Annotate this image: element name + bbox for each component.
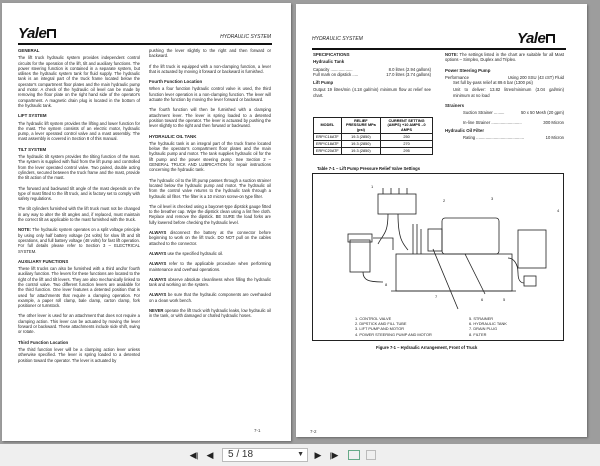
yale-logo bbox=[18, 25, 56, 42]
paragraph: The third function lever will be a clamping action lever unless otherwise specified. The lever is spring loaded to a detented position toward the operator. The lever is actuated by bbox=[18, 346, 140, 363]
cell: ERP/C16ATF bbox=[314, 134, 342, 141]
yale-logo bbox=[517, 30, 555, 47]
control-valve-shape bbox=[378, 194, 416, 214]
paragraph: These lift trucks can also be furnished with a third and/or fourth auxiliary function. The levers for these functions are located to the right of the lift and tilt levers. They are also mechanically linked to the control valve. Two different function levers are available for the third function. One lever features a detented position that is used for attachments that require a clamping operation. For example, a paper roll clamp, bale clamp, carton clamp, fork positioner or turnstock. bbox=[18, 266, 140, 309]
next-page-icon[interactable]: ▶ bbox=[314, 450, 322, 460]
paragraph: The other lever is used for an attachment that does not require a clamping action. This lever can be actuated by moving the lever forward or backward. These attachments include side shift, swing or rotate. bbox=[18, 313, 140, 335]
steering-pump-shape bbox=[518, 230, 546, 268]
callout-1: 1 bbox=[371, 184, 374, 189]
col-header: RELIEF PRESSURE MPa (psi) bbox=[341, 118, 380, 134]
label: Rating ......................................... bbox=[463, 135, 524, 141]
pdf-navigation-toolbar bbox=[0, 444, 600, 466]
label: In-line Strainer .......................... bbox=[463, 119, 522, 125]
label: Suction Strainer ......... bbox=[463, 110, 505, 116]
paragraph: If the lift truck is equipped with a non-clamping function, a lever that is actuated by moving it forward or backward is furnished. bbox=[149, 63, 271, 74]
specs-column bbox=[313, 52, 431, 103]
filter-title: Hydraulic Oil Filter bbox=[445, 127, 485, 133]
ps-title: Power Steering Pump bbox=[445, 67, 491, 73]
page-indicator-text: 5 / 18 bbox=[228, 449, 254, 460]
section-heading: GENERAL bbox=[18, 48, 40, 53]
callout-8: 8 bbox=[385, 282, 388, 287]
hydraulic-tank-shape bbox=[396, 254, 512, 291]
fullmark-row bbox=[313, 72, 431, 77]
first-page-icon[interactable]: ◀​| bbox=[189, 450, 199, 460]
paragraph: The lift truck hydraulic system provides independent control circuits for the operation of the lift, tilt and auxiliary functions. The power steering function is contained in a separate system, but utilises the hydraulic system tank for fluid supply. The hydraulic tank is an integral part of the truck frame located below the operator's compartment floor plates and the main hydraulic pump and motor. A check of the hydraulic oil level can be made by removing the floor plate on the right hand side of the operator's compartment. A magnetic drain plug is located in the bottom of the hydraulic tank. bbox=[18, 55, 140, 108]
callout-7: 7 bbox=[435, 294, 438, 299]
tank-title: Hydraulic Tank bbox=[313, 59, 345, 65]
header-rule bbox=[18, 43, 272, 45]
paragraph: ALWAYS observe absolute cleanliness when filling the hydraulic tank and working on the system. bbox=[149, 276, 271, 288]
cell: ERP/C18ATF bbox=[314, 141, 342, 148]
paragraph: The tilt cylinders furnished with the lift truck must not be changed in any way to alter the tilt angles and, if replaced, must maintain the correct tilt as applicable to the mast furnished with the truck. bbox=[18, 206, 140, 223]
paragraph: The forward and backward tilt angle of the mast depends on the type of mast fitted to the lift truck, and is factory set to comply with safety regulations. bbox=[18, 185, 140, 202]
section-heading: HYDRAULIC OIL TANK bbox=[149, 133, 197, 139]
chevron-down-icon[interactable]: ▼ bbox=[297, 451, 304, 458]
value: 300 Micron bbox=[543, 119, 564, 125]
cell: 19.3 (2850) bbox=[341, 134, 380, 141]
legend-left bbox=[355, 316, 432, 337]
figure-caption: Figure 7-1 – Hydraulic Arrangement, Front of Truck bbox=[376, 345, 478, 350]
logo-text: Yale bbox=[18, 25, 47, 42]
legend-item: 8. FILTER bbox=[469, 331, 487, 337]
paragraph: The hydraulic oil to the lift pump passes through a suction strainer located below the hydraulic pump and motor. The hydraulic oil from the control valve returns to the hydraulic tank through a hydraulic oil filter. The filter is a 10 micron screw-on type filter. bbox=[149, 177, 271, 199]
paragraph: NEVER operate the lift truck with hydraulic leaks, low hydraulic oil in the tank, or with damaged or chafed hydraulic hoses. bbox=[149, 307, 271, 319]
logo-text: Yale bbox=[517, 30, 546, 47]
liftpump-title: Lift Pump bbox=[313, 80, 334, 86]
relief-valve-table bbox=[313, 117, 433, 155]
cell: 270 bbox=[381, 141, 433, 148]
callout-4: 4 bbox=[557, 208, 560, 213]
paragraph: The hydraulic lift system provides the lifting and lower function for the mast. The system consists of an electric motor, hydraulic pump, a lever operated control valve and a mast assembly. The mast assembly is covered in Section 8 of this manual. bbox=[18, 120, 140, 142]
page-number-input[interactable] bbox=[222, 448, 308, 462]
paragraph: ALWAYS disconnect the battery at the connector before beginning to work on the lift truck. DO NOT pull on the cables attached to the connector. bbox=[149, 230, 271, 246]
suction-row bbox=[445, 110, 564, 115]
callout-3: 3 bbox=[491, 196, 494, 201]
legend-item: 1. CONTROL VALVE bbox=[355, 316, 392, 321]
prev-page-icon[interactable]: ◀ bbox=[206, 450, 214, 460]
paragraph: The hydraulic tank is an integral part of the truck frame located below the operator's compartment floor plates and the main hydraulic pump and motor. The tank supplies hydraulic oil for the lift pump and the power steering pump. See Section 2 – GENERAL TRUCK AND LUBRICATION for repair instructions concerning the hydraulic tank. bbox=[149, 140, 271, 173]
specs-title: SPECIFICATIONS bbox=[313, 52, 350, 57]
label: Performance bbox=[445, 74, 469, 80]
table-row bbox=[314, 141, 433, 148]
label: Full mark on dipstick ..... bbox=[313, 71, 359, 77]
specs-column-2 bbox=[445, 52, 564, 141]
section-header: HYDRAULIC SYSTEM bbox=[312, 36, 363, 42]
section-heading: Third Function Location bbox=[18, 339, 69, 345]
paragraph: ALWAYS be sure that the hydraulic components are overhauled on a clean work bench. bbox=[149, 292, 271, 303]
cell: 295 bbox=[381, 148, 433, 155]
cell: 19.3 (2850) bbox=[341, 148, 380, 155]
last-page-icon[interactable]: |▶ bbox=[329, 450, 339, 460]
inline-row bbox=[445, 120, 564, 125]
hydraulic-diagram bbox=[313, 174, 565, 342]
paragraph: The oil level is checked using a bayonet-type dipstick gauge fitted to the breather cap. Wipe the dipstick clean using a lint free cloth. Replace and remove the dipstick. BE SURE the load forks are fully lowered before checking the hydraulic level. bbox=[149, 203, 271, 225]
section-heading: Fourth Function Location bbox=[149, 79, 203, 85]
section-heading: LIFT SYSTEM bbox=[18, 113, 47, 119]
ps-line-2: Unit to deliver: 13.82 litres/minimum (3.04 gal/min) minimum at no load bbox=[453, 87, 564, 98]
value: 50 x 50 Mesh (20 gpm) bbox=[520, 110, 564, 116]
table-row bbox=[314, 134, 433, 141]
col-header: MODEL bbox=[314, 118, 342, 134]
header-rule bbox=[312, 48, 566, 50]
paragraph: ALWAYS refer to the applicable procedure when performing maintenance and overhaul operations. bbox=[149, 261, 271, 272]
note-text: NOTE: The settings listed in the chart are suitable for all Mast options – Simplex, Duplex and Triplex. bbox=[445, 52, 564, 63]
callout-2: 2 bbox=[443, 198, 446, 203]
rating-row bbox=[445, 135, 564, 140]
value: 8.0 litres (2.94 gallons) bbox=[388, 66, 431, 72]
cell: 19.3 (2850) bbox=[341, 141, 380, 148]
value: 10 Micron bbox=[545, 135, 564, 141]
liftpump-text: Output 19 litres/min (4.18 gal/min) minimum flow at relief see chart. bbox=[313, 87, 431, 98]
section-heading: TILT SYSTEM bbox=[18, 146, 47, 152]
cell: 250 bbox=[381, 134, 433, 141]
legend-item: 7. DRAIN PLUG bbox=[469, 326, 498, 332]
pump-motor-shape bbox=[442, 218, 499, 254]
legend-item: 6. HYDRAULIC TANK bbox=[469, 321, 507, 327]
legend-item: 3. LIFT PUMP AND MOTOR bbox=[355, 326, 405, 332]
ps-line-1: Set full by-pass relief at 89.6 bar (1300 psi) bbox=[453, 80, 533, 86]
paragraph: pushing the lever slightly to the right and then forward or backward. bbox=[149, 48, 271, 59]
col-header: CURRENT SETTING (AMPS) +10 AMPS –0 AMPS bbox=[381, 118, 433, 134]
table-header bbox=[314, 118, 433, 134]
left-column-2 bbox=[149, 48, 271, 324]
value: Using 200 SSU (43 cST) Fluid bbox=[507, 74, 564, 80]
cell: ERP/C20ATF bbox=[314, 148, 342, 155]
paragraph: NOTE: The hydraulic system operates on a split voltage principle by using only half battery voltage (24 volts) for slow lift and tilt operations, and full battery voltage (48 volts) for fast lift operation. For full details please refer to Section 3 – ELECTRICAL SYSTEM. bbox=[18, 227, 140, 254]
legend-item: 5. STRAINER bbox=[469, 316, 493, 321]
paragraph: ALWAYS use the specified hydraulic oil. bbox=[149, 250, 224, 256]
single-page-icon[interactable] bbox=[366, 450, 376, 460]
legend-item: 2. DIPSTICK AND FILL TUBE bbox=[355, 321, 407, 327]
value: 17.0 litres (3.74 gallons) bbox=[386, 71, 431, 77]
table-caption: Table 7-1 – Lift Pump Pressure Relief Valve Settings bbox=[317, 166, 421, 171]
hydraulic-arrangement-figure bbox=[312, 173, 564, 341]
left-pdf-page bbox=[2, 3, 291, 441]
paragraph: The hydraulic tilt system provides the tilting function of the mast. The system is supplied with fluid from the lift pump and controlled from the lever operated control valve. Two paired, double acting cylinders, secured between the truck frame and the mast, provide the tilt action of the mast. bbox=[18, 154, 140, 181]
section-header: HYDRAULIC SYSTEM bbox=[220, 34, 271, 40]
callout-5: 5 bbox=[503, 297, 506, 302]
page-number: 7-1 bbox=[254, 428, 261, 433]
right-pdf-page bbox=[296, 4, 587, 437]
section-heading: AUXILIARY FUNCTIONS bbox=[18, 258, 69, 264]
label: Capacity ................... bbox=[313, 66, 353, 72]
paragraph: When a four function hydraulic control valve is used, the third function lever operation is a non-clamping function. The lever will actuate the function by moving the lever forward or backward. bbox=[149, 86, 271, 103]
fit-page-icon[interactable] bbox=[348, 450, 360, 460]
table-row bbox=[314, 148, 433, 155]
legend-item: 4. POWER STEERING PUMP AND MOTOR bbox=[355, 331, 432, 337]
strainers-title: Strainers bbox=[445, 103, 465, 109]
paragraph: The fourth function will then be furnished with a clamping attachment lever. The lever is spring loaded to a detented position toward the operator. The lever is actuated by pushing the lever slightly to the right and then forward or backward. bbox=[149, 107, 271, 129]
legend-right bbox=[469, 316, 507, 337]
callout-6: 6 bbox=[481, 297, 484, 302]
left-column-1 bbox=[18, 48, 140, 368]
page-number: 7-2 bbox=[310, 429, 317, 434]
filter-shape bbox=[350, 240, 370, 272]
